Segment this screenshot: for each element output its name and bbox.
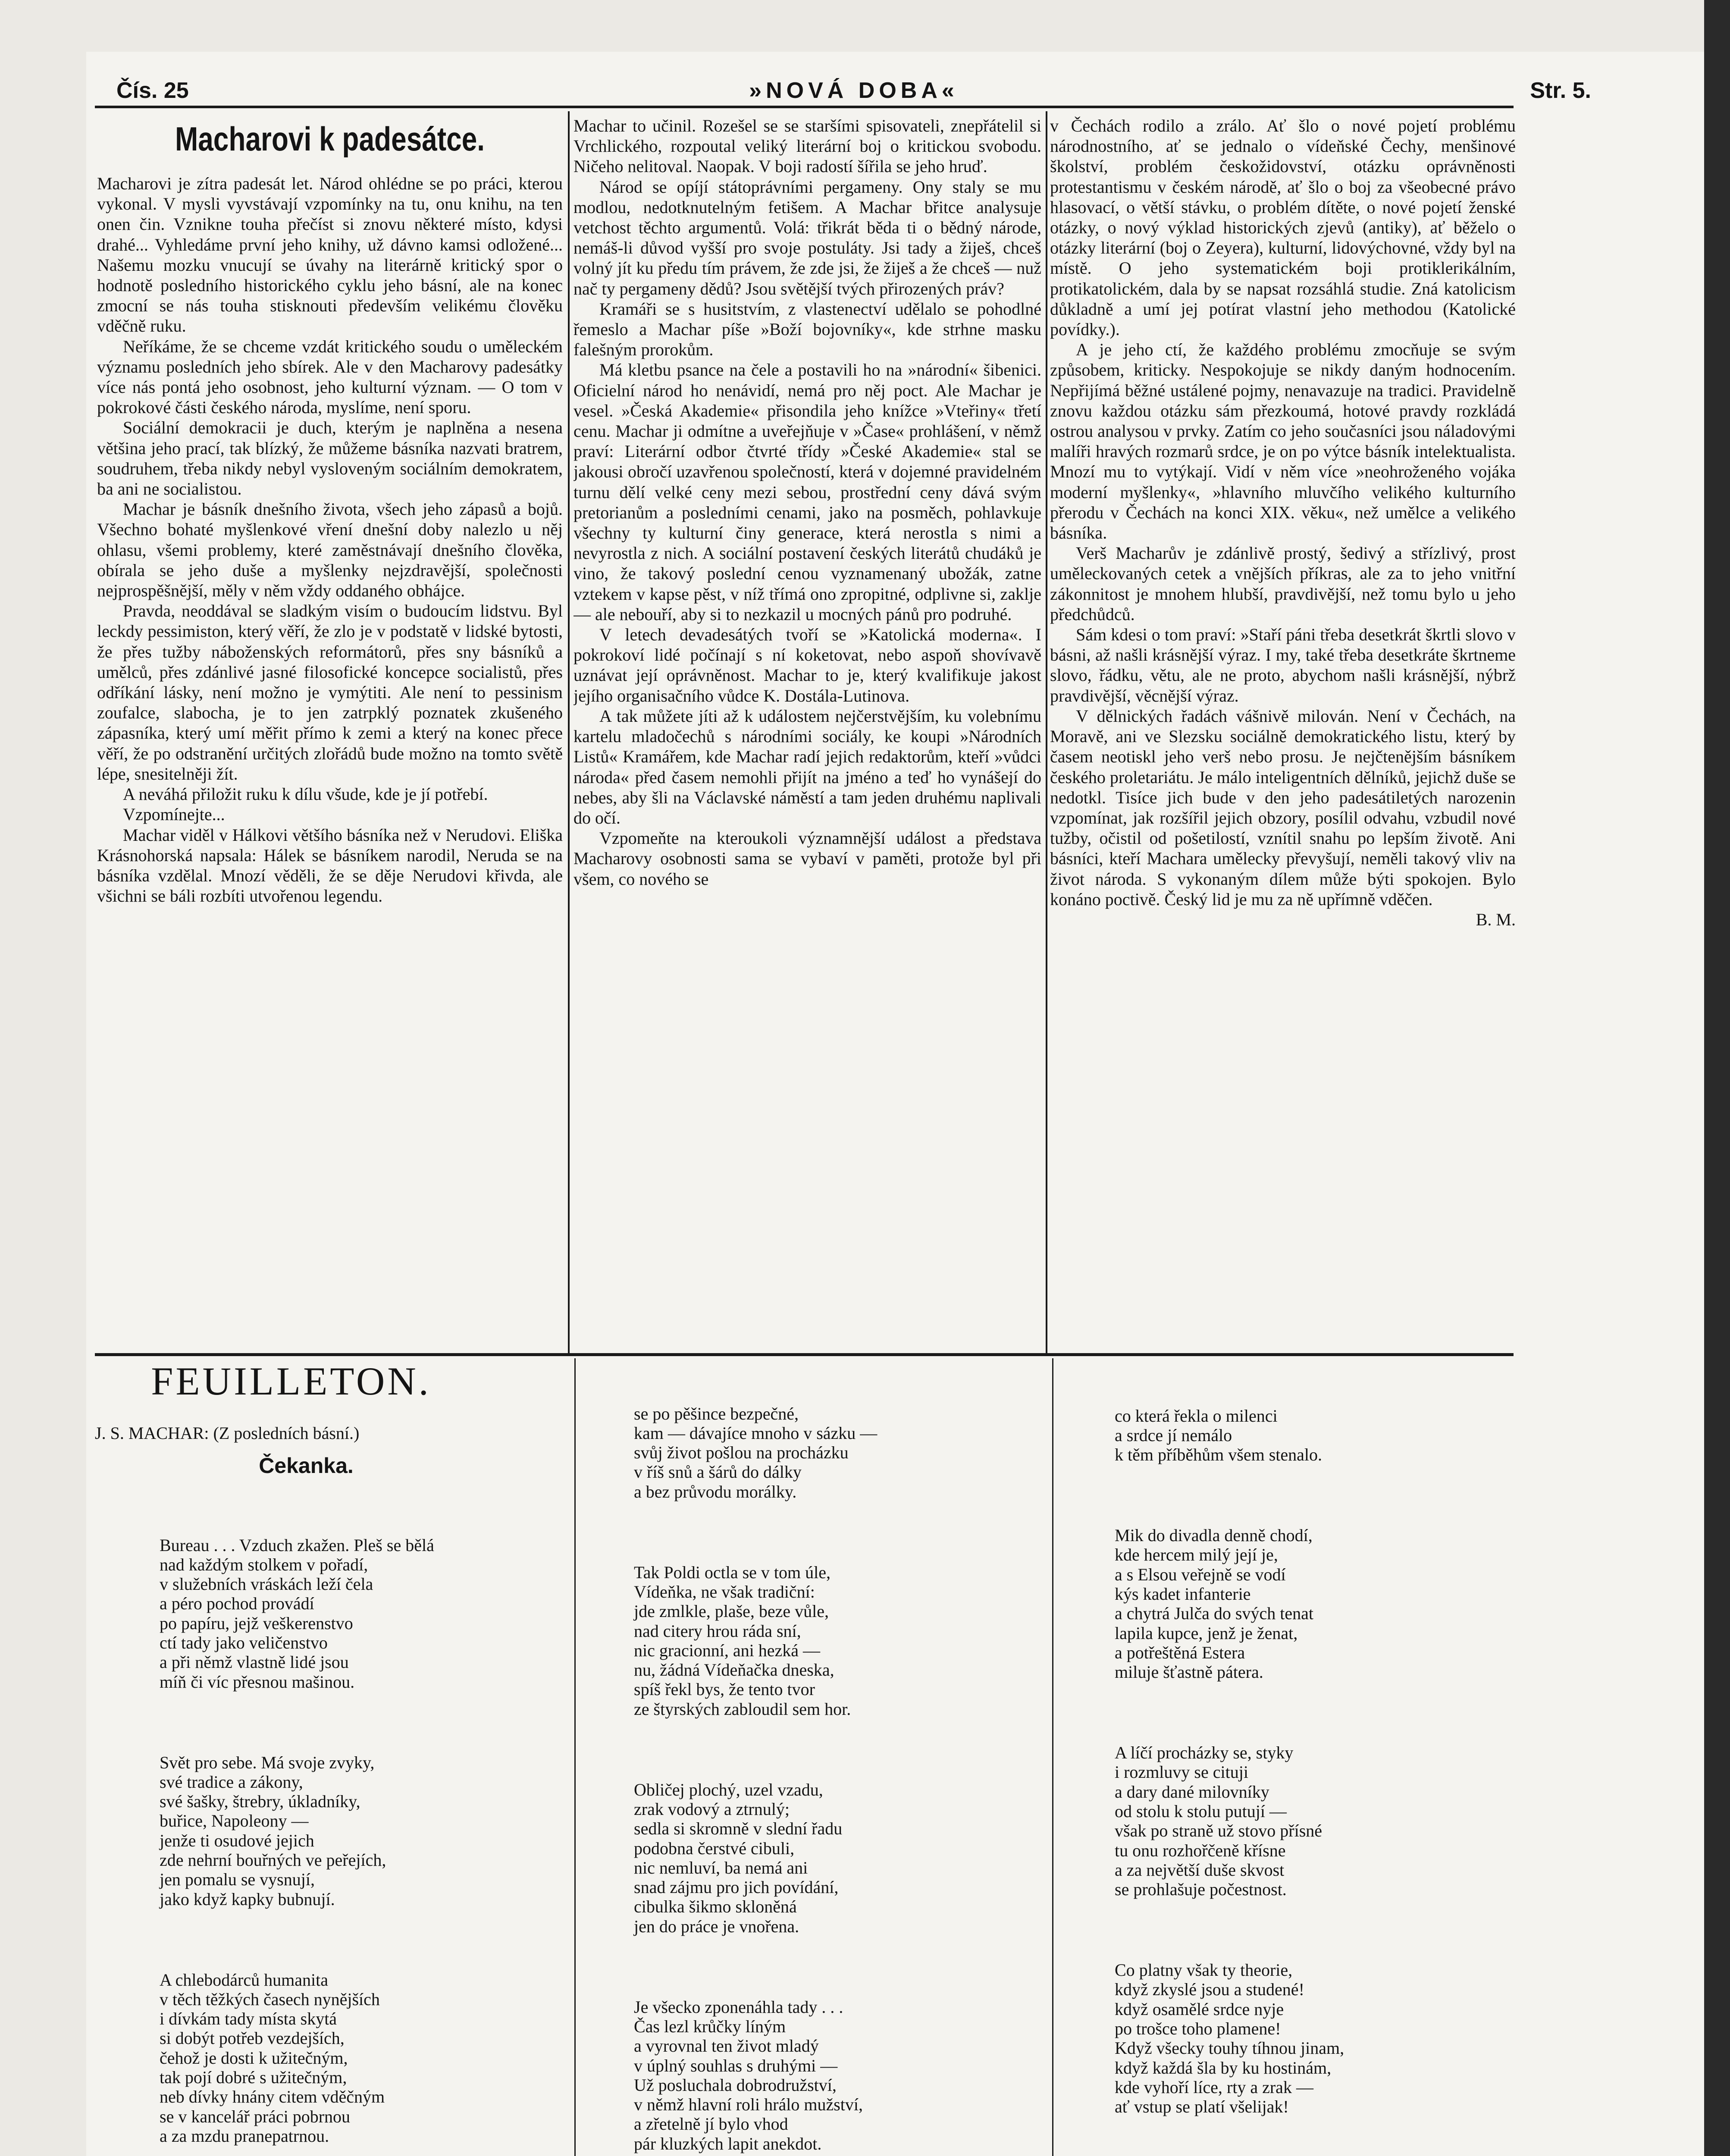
- article-paragraph: Neříkáme, že se chceme vzdát kritického soudu o uměleckém významu posledních jeho sbírek. Ale v den Macharovy padesátky více nás pontá jeho osobnost, jeho kulturní význam. — O tom v pokrokové části českého národa, myslíme, není sporu.: [97, 336, 563, 417]
- article-paragraph: Má kletbu psance na čele a postavili ho na »národní« šibenici. Oficielní národ ho nenávidí, nemá pro něj poct. Ale Machar je vesel. »Česká Akademie« přisondila jeho knížce »Vteřiny« třetí cenu. Machar ji odmítne a uveřejňuje v »Čase« prohlášení, v němž praví: Literární odbor čtvrté třídy »České Akademie« stal se jakousi obročí uzavřenou společností, která v dojemné pravidelném turnu dělí velké ceny mezi sebou, prostřední ceny dává svým pretorianům a posledními cenami, jako na posměch, pohlavkuje všechny ty kulturní činy generace, která nerostla s nimi a nevyrostla z nich. A sociální postavení českých literátů chudáků je vino, že takový poslední cenou vyznamenaný ubožák, zatne vztekem v kapse pěst, v níž třímá ono zpropitné, odplivne si, zaklje — ale nebouří, aby si to nezkazil u mocných pánů pro podruhé.: [574, 360, 1041, 624]
- poem-stanza: Tak Poldi octla se v tom úle, Vídeňka, ne však tradiční: jde zmlkle, plaše, beze vůle, nad citery hrou ráda sní, nic gracionní, ani hezká — nu, žádná Vídeňačka dneska, spíš řekl bys, že tento tvor ze štyrských zabloudil sem hor.: [634, 1562, 851, 1719]
- article-paragraph: Kramáři se s husitstvím, z vlastenectví udělalo se pohodlné řemeslo a Machar píše »Boží bojovníky«, kde strhne masku falešným prorokům.: [574, 299, 1041, 360]
- article-paragraph: v Čechách rodilo a zrálo. Ať šlo o nové pojetí problému národnostního, ať se jednalo o vídeňské Čechy, menšinové školství, problém českožidovství, otázku oprávněnosti protestantismu v českém národě, ať šlo o boj za všeobecné právo hlasovací, o větší stávku, o problém dítěte, o nové pojetí ženské otázky, o nový výklad historických zjevů (antiky), ať běželo o otázky literární (boj o Zeyera), kulturní, lidovýchovné, vždy byl na místě. O jeho systematickém boji protiklerikálním, protikatolickém, dala by se napsat rozsáhlá studie. Zná katolicism důkladně a umí jej potírat vlastní jeho methodou (Katolické povídky.).: [1050, 116, 1516, 339]
- masthead: »NOVÁ DOBA«: [749, 78, 959, 103]
- article-paragraph: A neváhá přiložit ruku k dílu všude, kde je jí potřebí.: [123, 784, 488, 804]
- article-paragraph: Pravda, neoddával se sladkým visím o budoucím lidstvu. Byl leckdy pessimiston, který věří, že zlo je v podstatě v lidské bytosti, že přes tužby náboženských reformátorů, přes sny básníků a umělců, přes zdánlivé jasné filosofické koncepce socialistů, přes odříkání lásky, není možno je vymýtiti. Ale není to pessinism zoufalce, slabocha, je to jen zatrpklý poznatek zkušeného zápasníka, který umí měřit přímo k zemi a který na konec přece věří, že po odstranění určitých zlořádů bude možno na tomto světě lépe, snesitelněji žít.: [97, 601, 563, 783]
- feuilleton-author: J. S. MACHAR: (Z posledních básní.): [95, 1423, 360, 1443]
- article-paragraph: Národ se opíjí státoprávními pergameny. Ony staly se mu modlou, nedotknutelným fetišem. A Machar břitce analysuje vetchost těchto argumentů. Volá: třikrát běda ti o bědný národe, nemáš-li důvod vyšší pro svoje postuláty. Jsi tady a žiješ, chceš volný jít ku předu tím právem, že zde jsi, že žiješ a že chceš — nuž nač ty pergameny dědů? Jsou světější tvých přirozených práv?: [574, 177, 1041, 298]
- issue-number: Čís. 25: [116, 78, 189, 103]
- page-edge-shadow: [1704, 0, 1730, 2156]
- poem-stanza: Obličej plochý, uzel vzadu, zrak vodový a ztrnulý; sedla si skromně v slední řadu podobna čerstvé cibuli, nic nemluví, ba nemá ani snad zájmu pro jich povídání, cibulka šikmo skloněná jen do práce je vnořena.: [634, 1780, 843, 1936]
- page-header: [116, 69, 1591, 108]
- page-number: Str. 5.: [1530, 78, 1591, 103]
- article-paragraph: Vzpomínejte...: [123, 805, 225, 824]
- article-paragraph: A tak můžete jíti až k událostem nejčerstvějším, ku volebnímu kartelu mladočechů s národními sociály, ke koupi »Národních Listů« Kramářem, kde Machar radí jejich redaktorům, kteří »vůdci národa« před časem nemohli přijít na jméno a teď ho vynášejí do nebes, aby šli na Václavské náměstí a tam jeden druhému naplivali do očí.: [574, 706, 1041, 827]
- article-paragraph: V dělnických řadách vášnivě milován. Není v Čechách, na Moravě, ani ve Slezsku sociálně demokratického listu, který by časem neotiskl jeho verš nebo prosu. Je nejčtenějším básníkem českého proletariátu. Je málo inteligentních dělníků, jejichž duše se nedotkl. Tisíce jich bude v den jeho padesátiletých narozenin vzpomínat, jak rozšířil jejich obzory, posílil odvahu, vzbudil nové tužby, očistil od pošetilostí, vznítil snahu po lepším životě. Ani básníci, kteří Machara umělecky převyšují, neměli takový vliv na život národa. S vykonaným dílem může býti spokojen. Bylo konáno poctivě. Český lid je mu za ně upřímně vděčen.: [1050, 706, 1516, 909]
- article-paragraph: Sociální demokracii je duch, kterým je naplněna a nesena většina jeho prací, tak blízký, že můžeme básníka nazvati bratrem, soudruhem, třeba nikdy nebyl vysloveným sociálním demokratem, ba ani ne socialistou.: [97, 418, 563, 499]
- feuilleton-heading: FEUILLETON.: [151, 1359, 431, 1403]
- poem-title: Čekanka.: [259, 1454, 354, 1478]
- poem-column-1: [160, 1496, 569, 2156]
- poem-column-2: [634, 1365, 1044, 2156]
- feuilleton-rule: [95, 1353, 1514, 1356]
- article-paragraph: Machar je básník dnešního života, všech jeho zápasů a bojů. Všechno bohaté myšlenkové vření dnešní doby nalezlo u něj ohlasu, všemi problemy, které zaměstnávají dnešního člověka, obírala se jeho duše a myšlenky nejzdravější, společnosti nejprospěšnější, měly v něm vždy oddaného obhájce.: [97, 499, 563, 601]
- article-paragraph: Verš Macharův je zdánlivě prostý, šedivý a střízlivý, prost uměleckovaných cetek a vnějších příkras, ale za to jeho vnitřní zákonnitost je mnohem hlubší, pravdivější, než tomu bylo u jeho předchůdců.: [1050, 543, 1516, 624]
- poem-stanza: co která řekla o milenci a srdce jí nemálo k těm příběhům všem stenalo.: [1115, 1406, 1323, 1465]
- poem-column-3: [1115, 1367, 1516, 2156]
- article-signature: B. M.: [1476, 909, 1516, 929]
- article-column-3: [1050, 116, 1516, 1349]
- article-paragraph: Vzpomeňte na kteroukoli významnější událost a představa Macharovy osobnosti sama se vybaví v paměti, protože byl při všem, co nového se: [574, 828, 1041, 889]
- article-title: Macharovi k padesátce.: [175, 120, 485, 158]
- article-paragraph: A je jeho ctí, že každého problému zmocňuje se svým způsobem, kriticky. Nespokojuje se nikdy daným hodnocením. Nepřijímá běžné ustálené pojmy, nenavazuje na tradici. Pravidelně znovu každou otázku sám přezkoumá, hotové pravdy rozkládá ostrou analysou v prvky. Zatím co jeho současníci jsou náladovými malíři hravých rozmarů srdce, je on po výtce básník intelektualista. Mnozí mu to vytýkají. Vidí v něm více »neohroženého vojáka moderní myšlenky«, »hlavního mluvčího velikého kulturního přerodu v Čechách na konci XIX. věku«, než umělce a velikého básníka.: [1050, 340, 1516, 543]
- poem-stanza: Co platny však ty theorie, když zkyslé jsou a studené! když osamělé srdce nyje po trošce toho plamene! Když všecky touhy tíhnou jinam, když každá šla by ku hostinám, kde vyhoří líce, rty a zrak — ať vstup se platí všelijak!: [1115, 1960, 1345, 2117]
- article-paragraph: Machar to učinil. Rozešel se se staršími spisovateli, znepřátelil si Vrchlického, rozpoutal veliký literární boj o kritickou svobodu. Ničeho nelitoval. Naopak. V boji radostí šířila se jeho hruď.: [574, 116, 1041, 176]
- feuilleton-column-rule-2: [1052, 1358, 1053, 2156]
- article-paragraph: Macharovi je zítra padesát let. Národ ohlédne se po práci, kterou vykonal. V mysli vyvstávají vzpomínky na tu, onu knihu, na ten onen čin. Vznikne touha přečíst si znovu některé místo, kdysi drahé... Vyhledáme první jeho knihy, už dávno kamsi odložené... Našemu mozku vnucují se úvahy na literárně kritický spor o hodnotě posledního historického cyklu jeho básní, ale na konec zmocní se nás touha stisknouti především velikému člověku vděčně ruku.: [97, 174, 563, 336]
- article-paragraph: Machar viděl v Hálkovi většího básníka než v Nerudovi. Eliška Krásnohorská napsala: Hálek se básníkem narodil, Neruda se na básníka vzdělal. Mnozí věděli, že se děje Nerudovi křivda, ale všichni se báli rozbíti utvořenou legendu.: [97, 825, 563, 906]
- article-paragraph: V letech devadesátých tvoří se »Katolická moderna«. I pokrokoví lidé počínají s ní koketovat, nebo aspoň shovívavě uznávat její oprávněnost. Machar to je, který kvalifikuje jakost jejího organisačního vůdce K. Dostála-Lutinova.: [574, 625, 1041, 705]
- column-rule-2: [1046, 111, 1047, 1353]
- poem-stanza: Svět pro sebe. Má svoje zvyky, své tradice a zákony, své šašky, štrebry, úkladníky, buřice, Napoleony — jenže ti osudové jejich zde nehrní bouřných ve peřejích, jen pomalu se vysnují, jako když kapky bubnují.: [160, 1752, 386, 1909]
- article-paragraph: Sám kdesi o tom praví: »Staří páni třeba desetkrát škrtli slovo v básni, až našli krásnější výraz. I my, také třeba desetkráte škrtneme slovo, řádku, větu, ale ne proto, abychom našli krásnější, nýbrž pravdivější, věcnější výraz.: [1050, 625, 1516, 705]
- article-column-2: [574, 116, 1041, 1349]
- poem-stanza: Mik do divadla denně chodí, kde hercem milý její je, a s Elsou veřejně se vodí kýs kadet infanterie a chytrá Julča do svých tenat lapila kupce, jenž je ženat, a potřeštěná Estera miluje šťastně pátera.: [1115, 1526, 1313, 1682]
- poem-stanza: Bureau . . . Vzduch zkažen. Pleš se bělá nad každým stolkem v pořadí, v služebních vráskách leží čela a péro pochod provádí po papíru, jejž veškerenstvo ctí tady jako veličenstvo a při němž vlastně lidé jsou míň či víc přesnou mašinou.: [160, 1535, 434, 1692]
- header-rule: [95, 106, 1514, 108]
- poem-stanza: A chlebodárců humanita v těch těžkých časech nynějších i dívkám tady místa skytá si dobýt potřeb vezdejších, čehož je dosti k užitečným, tak pojí dobré s užitečným, neb dívky hnány citem vděčným se v kancelář práci pobrnou a za mzdu pranepatrnou.: [160, 1970, 385, 2146]
- column-rule-1: [568, 111, 570, 1353]
- poem-stanza: Je všecko zponenáhla tady . . . Čas lezl krůčky líným a vyrovnal ten život mladý v úplný souhlas s druhými — Už posluchala dobrodružství, v němž hlavní roli hrálo mužství, a zřetelně jí bylo vhod pár kluzkých lapit anekdot.: [634, 1997, 863, 2153]
- feuilleton-column-rule-1: [574, 1358, 576, 2156]
- poem-stanza: se po pěšince bezpečné, kam — dávajíce mnoho v sázku — svůj život pošlou na procházku v říš snů a šárů do dálky a bez průvodu morálky.: [634, 1404, 878, 1501]
- article-column-1: [97, 113, 563, 1351]
- poem-stanza: A líčí procházky se, styky i rozmluvy se cituji a dary dané milovníky od stolu k stolu putují — však po straně už stovo přísné tu onu rozhořčeně křísne a za největší duše skvost se prohlašuje počestnost.: [1115, 1743, 1323, 1899]
